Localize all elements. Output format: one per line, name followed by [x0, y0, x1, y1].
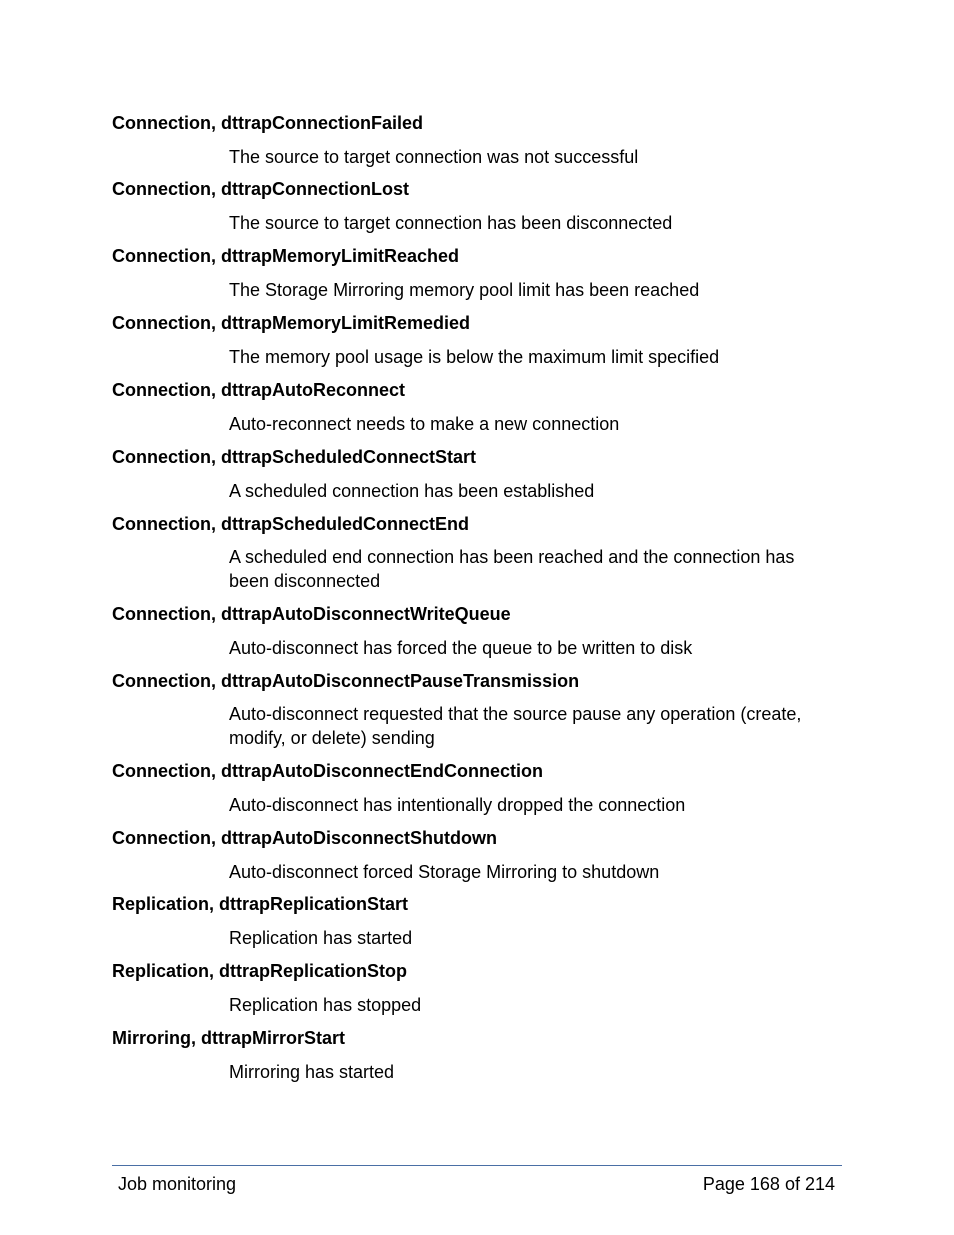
trap-entry — [112, 893, 832, 950]
trap-term: Replication, dttrapReplicationStop — [112, 961, 408, 981]
trap-list — [112, 112, 832, 1084]
trap-term: Connection, dttrapScheduledConnectStart — [112, 447, 477, 467]
trap-description: Auto-disconnect forced Storage Mirroring to shutdown — [229, 862, 660, 882]
trap-entry — [112, 513, 832, 593]
trap-term: Connection, dttrapMemoryLimitReached — [112, 246, 460, 266]
trap-entry — [112, 1027, 832, 1084]
trap-description: Auto-disconnect has forced the queue to be written to disk — [229, 638, 693, 658]
trap-entry — [112, 379, 832, 436]
trap-description: The memory pool usage is below the maximum limit specified — [229, 347, 720, 367]
trap-description: A scheduled connection has been established — [229, 481, 595, 501]
trap-description: Mirroring has started — [229, 1062, 395, 1082]
page-footer — [112, 1165, 842, 1194]
trap-description: The Storage Mirroring memory pool limit has been reached — [229, 280, 700, 300]
trap-term: Connection, dttrapAutoDisconnectEndConnection — [112, 761, 543, 781]
trap-description: A scheduled end connection has been reached and the connection has been disconnected — [229, 547, 795, 591]
trap-term: Connection, dttrapConnectionFailed — [112, 113, 423, 133]
trap-description: The source to target connection was not successful — [229, 147, 639, 167]
trap-term: Connection, dttrapAutoReconnect — [112, 380, 405, 400]
trap-entry — [112, 960, 832, 1017]
trap-description: Auto-disconnect requested that the source pause any operation (create, modify, or delete) sending — [229, 704, 802, 748]
trap-entry — [112, 446, 832, 503]
trap-entry — [112, 312, 832, 369]
footer-page-number: Page 168 of 214 — [702, 1174, 835, 1194]
trap-entry — [112, 178, 832, 235]
footer-section-title: Job monitoring — [118, 1174, 237, 1194]
trap-description: The source to target connection has been disconnected — [229, 213, 673, 233]
trap-term: Connection, dttrapAutoDisconnectWriteQueue — [112, 604, 511, 624]
trap-term: Mirroring, dttrapMirrorStart — [112, 1028, 346, 1048]
trap-term: Connection, dttrapMemoryLimitRemedied — [112, 313, 471, 333]
trap-entry — [112, 827, 832, 884]
trap-term: Connection, dttrapAutoDisconnectPauseTransmission — [112, 671, 580, 691]
trap-description: Replication has started — [229, 928, 413, 948]
trap-term: Connection, dttrapConnectionLost — [112, 179, 409, 199]
trap-entry — [112, 670, 832, 750]
trap-entry — [112, 603, 832, 660]
trap-entry — [112, 245, 832, 302]
trap-term: Connection, dttrapScheduledConnectEnd — [112, 514, 470, 534]
trap-description: Replication has stopped — [229, 995, 422, 1015]
trap-entry — [112, 760, 832, 817]
trap-description: Auto-reconnect needs to make a new connection — [229, 414, 620, 434]
trap-entry — [112, 112, 832, 169]
trap-description: Auto-disconnect has intentionally dropped the connection — [229, 795, 686, 815]
trap-term: Connection, dttrapAutoDisconnectShutdown — [112, 828, 497, 848]
trap-term: Replication, dttrapReplicationStart — [112, 894, 409, 914]
